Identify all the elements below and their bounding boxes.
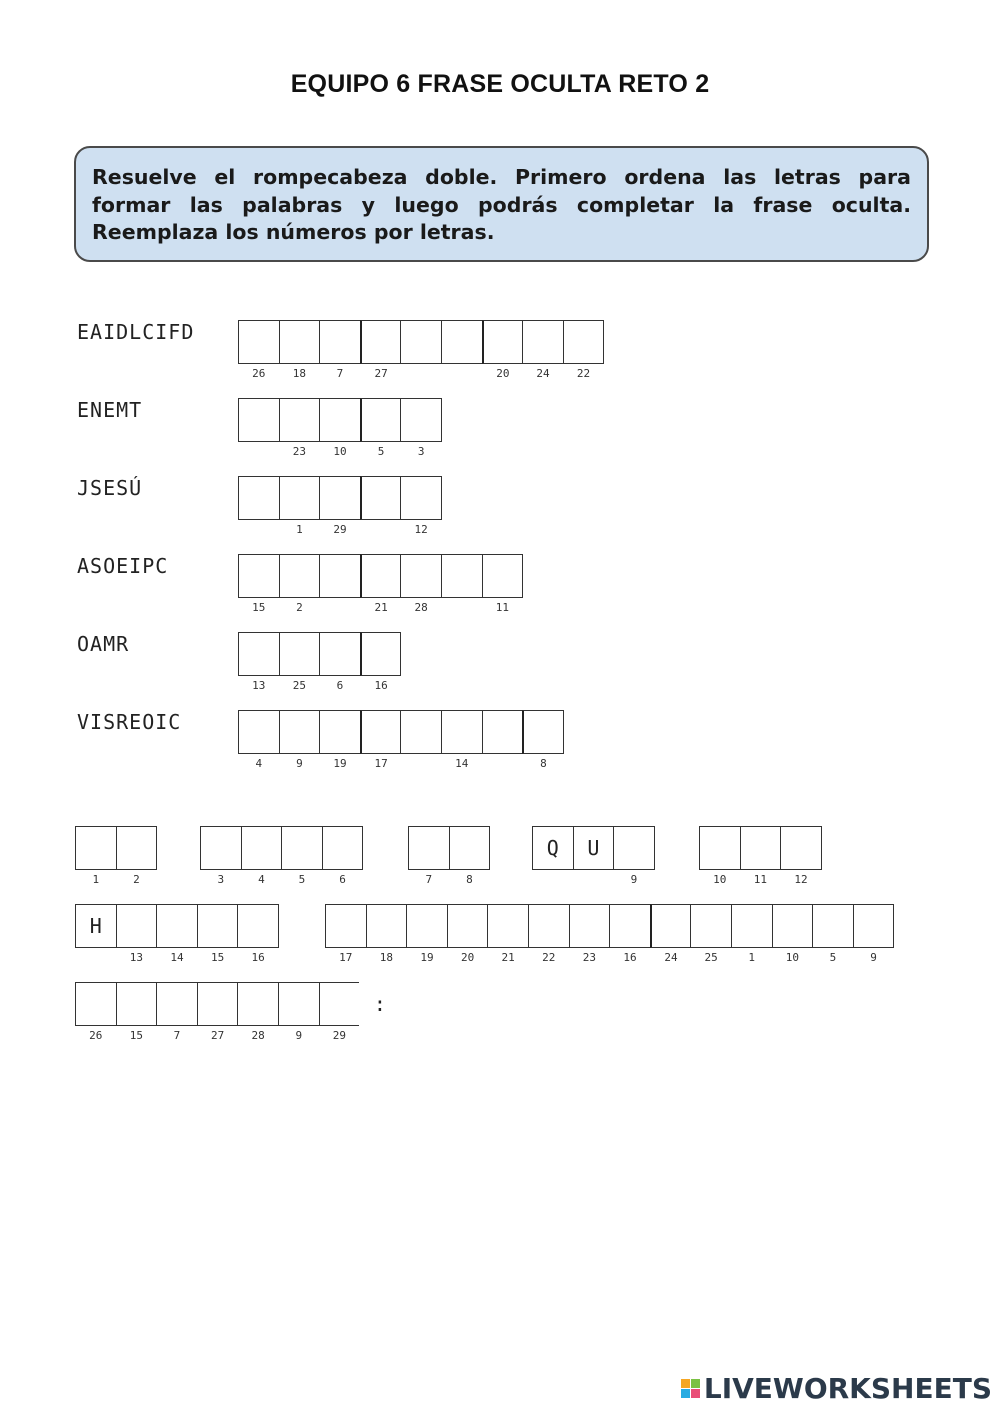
- letter-code-number: 20: [460, 951, 475, 964]
- phrase-word-6: [75, 904, 278, 964]
- letter-code-number: 12: [414, 523, 428, 536]
- letter-box[interactable]: [156, 982, 198, 1042]
- letter-box[interactable]: [360, 554, 402, 614]
- letter-box[interactable]: [238, 710, 280, 770]
- letter-code-number: 17: [374, 757, 388, 770]
- letter-code-number: 1: [296, 523, 303, 536]
- letter-code-number: 27: [210, 1029, 225, 1042]
- letter-box[interactable]: [238, 632, 280, 692]
- letter-box[interactable]: [522, 320, 564, 380]
- letter-box[interactable]: [319, 632, 361, 692]
- answer-grid-2: [238, 398, 441, 458]
- letter-box[interactable]: [528, 904, 570, 964]
- letter-box[interactable]: [238, 476, 280, 520]
- letter-box[interactable]: [197, 904, 239, 964]
- letter-code-number: 4: [255, 757, 263, 770]
- colon-mark: :: [373, 992, 386, 1016]
- letter-box[interactable]: [75, 982, 117, 1042]
- letter-box[interactable]: [740, 826, 782, 886]
- letter-box[interactable]: [780, 826, 822, 886]
- letter-box[interactable]: [325, 904, 367, 964]
- scrambled-word-4: ASOEIPC: [77, 554, 169, 578]
- letter-box[interactable]: [772, 904, 814, 964]
- letter-box[interactable]: [200, 826, 242, 886]
- liveworksheets-logo-icon: [681, 1379, 700, 1398]
- answer-grid-5: [238, 632, 400, 692]
- letter-box[interactable]: [573, 826, 615, 870]
- letter-box[interactable]: [532, 826, 574, 870]
- letter-code-number: 22: [542, 951, 556, 964]
- given-letter: U: [587, 836, 600, 860]
- letter-box[interactable]: [812, 904, 854, 964]
- letter-code-number: 25: [292, 679, 307, 692]
- letter-box[interactable]: [319, 710, 361, 770]
- letter-box[interactable]: [322, 826, 364, 886]
- phrase-word-2: [200, 826, 362, 886]
- letter-box[interactable]: [319, 476, 361, 536]
- letter-box[interactable]: [650, 904, 692, 964]
- brand-name: LIVEWORKSHEETS: [703, 1372, 992, 1405]
- letter-code-number: 5: [377, 445, 385, 458]
- letter-code-number: 19: [333, 757, 347, 770]
- instructions-box: Resuelve el rompecabeza doble. Primero ordena las letras para formar las palabras y luego podrás completar la frase oculta. Reemplaza los números por letras.: [74, 146, 929, 262]
- letter-box[interactable]: [360, 632, 402, 692]
- letter-box[interactable]: [449, 826, 491, 886]
- letter-code-number: 4: [258, 873, 265, 886]
- letter-code-number: 9: [295, 1029, 303, 1042]
- letter-code-number: 18: [292, 367, 307, 380]
- answer-grid-6: [238, 710, 563, 770]
- phrase-word-3: [408, 826, 489, 886]
- letter-box[interactable]: [75, 826, 117, 886]
- letter-box[interactable]: [116, 904, 158, 964]
- answer-grid-1: [238, 320, 603, 380]
- letter-code-number: 25: [704, 951, 718, 964]
- letter-code-number: 3: [217, 873, 225, 886]
- letter-box[interactable]: [116, 826, 158, 886]
- letter-code-number: 18: [379, 951, 394, 964]
- letter-code-number: 2: [296, 601, 303, 614]
- phrase-word-4: [532, 826, 654, 886]
- letter-box[interactable]: [279, 320, 321, 380]
- letter-box[interactable]: [319, 398, 361, 458]
- letter-code-number: 5: [298, 873, 306, 886]
- letter-code-number: 6: [336, 679, 344, 692]
- phrase-word-5: [699, 826, 821, 886]
- letter-box[interactable]: [279, 632, 321, 692]
- letter-box[interactable]: [278, 982, 320, 1042]
- letter-code-number: 21: [501, 951, 515, 964]
- scrambled-word-1: EAIDLCIFD: [77, 320, 195, 344]
- letter-box[interactable]: [609, 904, 651, 964]
- scrambled-word-2: ENEMT: [77, 398, 143, 422]
- letter-box[interactable]: [482, 320, 524, 380]
- letter-box[interactable]: [197, 982, 239, 1042]
- letter-box[interactable]: [360, 398, 402, 458]
- letter-code-number: 29: [332, 1029, 346, 1042]
- letter-box[interactable]: [366, 904, 408, 964]
- letter-code-number: 14: [455, 757, 469, 770]
- scrambled-word-6: VISREOIC: [77, 710, 182, 734]
- letter-code-number: 15: [210, 951, 225, 964]
- logo-square-1: [681, 1379, 690, 1388]
- given-letter: Q: [546, 836, 559, 860]
- letter-box[interactable]: [400, 398, 442, 458]
- letter-box[interactable]: [241, 826, 283, 886]
- letter-code-number: 15: [252, 601, 266, 614]
- letter-code-number: 10: [333, 445, 347, 458]
- letter-code-number: 16: [251, 951, 265, 964]
- liveworksheets-logo: [681, 1372, 992, 1405]
- letter-box[interactable]: [116, 982, 158, 1042]
- letter-code-number: 13: [129, 951, 144, 964]
- phrase-word-7: [325, 904, 893, 964]
- letter-box[interactable]: [237, 982, 279, 1042]
- letter-box[interactable]: [75, 904, 117, 948]
- letter-code-number: 20: [496, 367, 510, 380]
- letter-box[interactable]: [408, 826, 450, 886]
- letter-box[interactable]: [400, 554, 442, 614]
- letter-code-number: 11: [753, 873, 768, 886]
- letter-code-number: 26: [89, 1029, 103, 1042]
- letter-box[interactable]: [699, 826, 741, 886]
- letter-code-number: 7: [336, 367, 344, 380]
- letter-code-number: 27: [374, 367, 388, 380]
- letter-code-number: 23: [582, 951, 596, 964]
- letter-code-number: 8: [540, 757, 547, 770]
- letter-code-number: 15: [129, 1029, 144, 1042]
- letter-box[interactable]: [400, 476, 442, 536]
- letter-box[interactable]: [319, 554, 361, 598]
- logo-square-4: [691, 1389, 700, 1398]
- answer-grid-4: [238, 554, 522, 614]
- letter-code-number: 14: [170, 951, 184, 964]
- page-title: EQUIPO 6 FRASE OCULTA RETO 2: [290, 70, 710, 98]
- letter-code-number: 19: [420, 951, 434, 964]
- letter-box[interactable]: [731, 904, 773, 964]
- letter-box[interactable]: [319, 320, 361, 380]
- letter-code-number: 7: [425, 873, 433, 886]
- letter-box[interactable]: [360, 476, 402, 520]
- phrase-word-1: [75, 826, 156, 886]
- letter-code-number: 6: [339, 873, 346, 886]
- letter-box[interactable]: [360, 320, 402, 380]
- letter-box[interactable]: [441, 710, 483, 770]
- letter-box[interactable]: [279, 476, 321, 536]
- letter-code-number: 26: [252, 367, 266, 380]
- letter-box[interactable]: [482, 554, 524, 614]
- phrase-word-8: [75, 982, 400, 1042]
- letter-code-number: 17: [339, 951, 353, 964]
- given-letter: H: [89, 914, 102, 938]
- letter-code-number: 11: [495, 601, 509, 614]
- letter-code-number: 1: [92, 873, 100, 886]
- logo-square-3: [681, 1389, 690, 1398]
- letter-box[interactable]: [853, 904, 895, 964]
- letter-code-number: 9: [630, 873, 638, 886]
- letter-box[interactable]: [359, 982, 401, 1026]
- letter-box[interactable]: [400, 320, 442, 364]
- letter-box[interactable]: [441, 554, 483, 598]
- letter-code-number: 29: [333, 523, 347, 536]
- letter-code-number: 28: [414, 601, 428, 614]
- letter-box[interactable]: [279, 554, 321, 614]
- letter-code-number: 7: [173, 1029, 181, 1042]
- letter-code-number: 13: [252, 679, 266, 692]
- letter-box[interactable]: [238, 554, 280, 614]
- answer-grid-3: [238, 476, 441, 536]
- letter-code-number: 1: [748, 951, 756, 964]
- letter-code-number: 28: [251, 1029, 265, 1042]
- scrambled-word-5: OAMR: [77, 632, 130, 656]
- letter-box[interactable]: [279, 398, 321, 458]
- letter-box[interactable]: [281, 826, 323, 886]
- letter-box[interactable]: [482, 710, 524, 754]
- letter-code-number: 22: [576, 367, 591, 380]
- letter-code-number: 23: [292, 445, 307, 458]
- letter-box[interactable]: [487, 904, 529, 964]
- letter-code-number: 21: [374, 601, 388, 614]
- letter-code-number: 24: [664, 951, 678, 964]
- letter-box[interactable]: [238, 320, 280, 380]
- letter-box[interactable]: [400, 710, 442, 754]
- letter-box[interactable]: [156, 904, 198, 964]
- letter-code-number: 10: [785, 951, 799, 964]
- letter-code-number: 5: [829, 951, 837, 964]
- letter-code-number: 2: [133, 873, 140, 886]
- letter-code-number: 16: [374, 679, 388, 692]
- letter-box[interactable]: [406, 904, 448, 964]
- logo-square-2: [691, 1379, 700, 1388]
- letter-code-number: 24: [536, 367, 550, 380]
- letter-code-number: 10: [713, 873, 727, 886]
- scrambled-word-3: JSESÚ: [77, 476, 143, 500]
- letter-box[interactable]: [360, 710, 402, 770]
- letter-box[interactable]: [238, 398, 280, 442]
- letter-box[interactable]: [613, 826, 655, 886]
- letter-box[interactable]: [441, 320, 483, 364]
- letter-box[interactable]: [690, 904, 732, 964]
- letter-box[interactable]: [447, 904, 489, 964]
- letter-box[interactable]: [319, 982, 361, 1042]
- letter-box[interactable]: [279, 710, 321, 770]
- letter-box[interactable]: [522, 710, 564, 770]
- letter-code-number: 16: [623, 951, 637, 964]
- letter-box[interactable]: [569, 904, 611, 964]
- letter-box[interactable]: [237, 904, 279, 964]
- letter-box[interactable]: [563, 320, 605, 380]
- letter-code-number: 9: [870, 951, 877, 964]
- letter-code-number: 9: [296, 757, 303, 770]
- letter-code-number: 12: [794, 873, 808, 886]
- letter-code-number: 3: [417, 445, 425, 458]
- letter-code-number: 8: [466, 873, 473, 886]
